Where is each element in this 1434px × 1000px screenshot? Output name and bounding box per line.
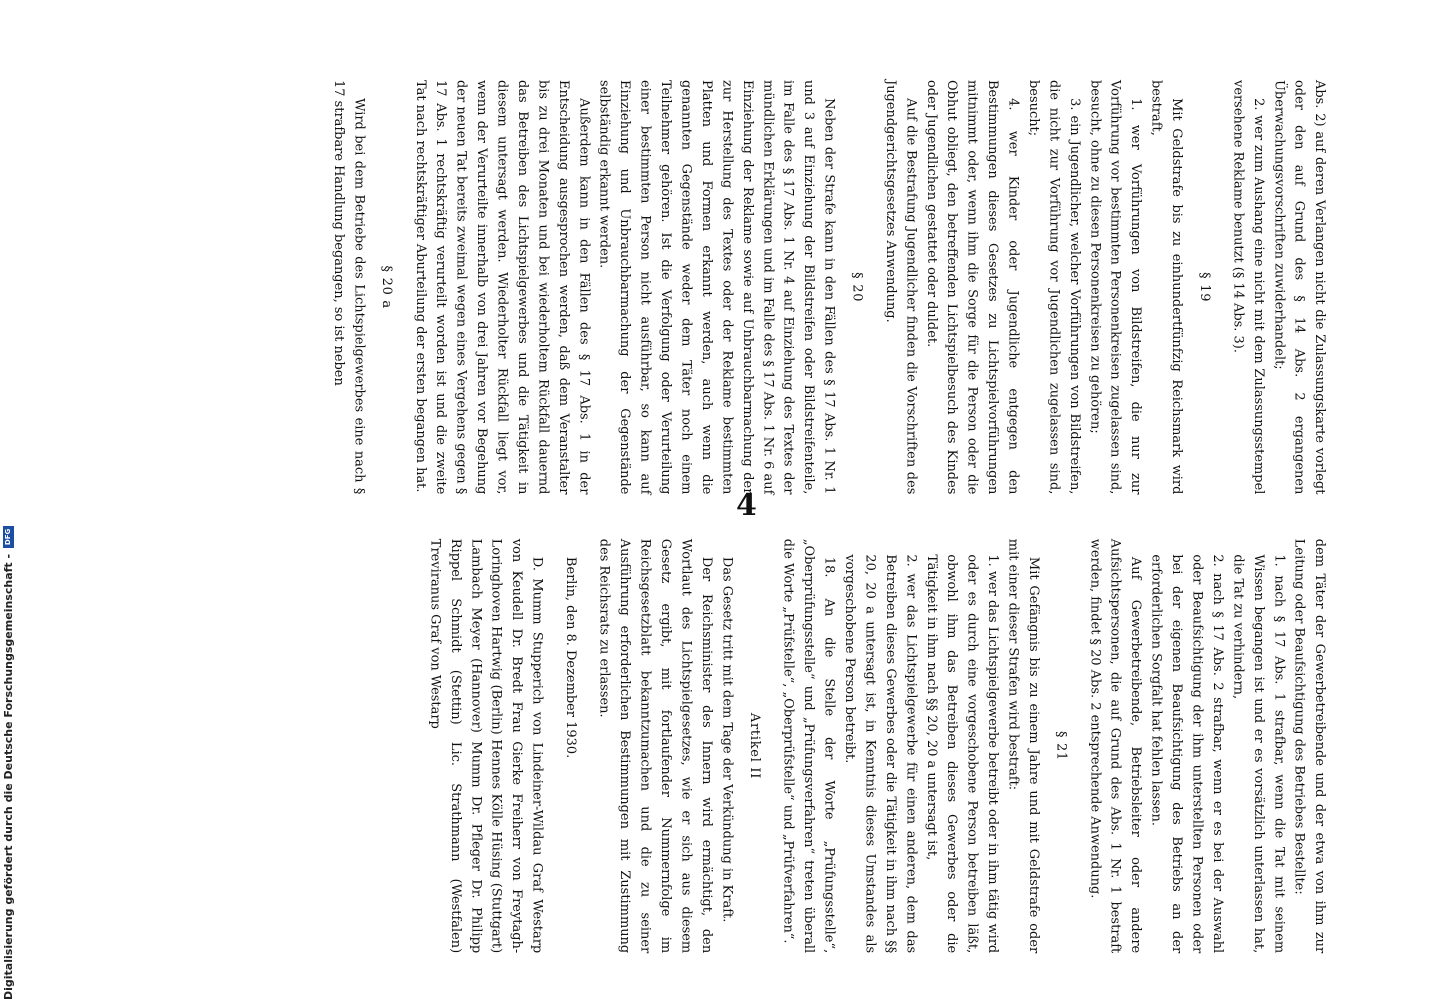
- date-line: Berlin, den 8. Dezember 1930.: [563, 556, 579, 759]
- paragraph: Mit Gefängnis bis zu einem Jahre und mit Geldstrafe oder mit einer dieser Strafen wird bestraft:: [1005, 538, 1041, 954]
- list-item: 2. nach § 17 Abs. 2 strafbar, wenn er es bei der Auswahl oder Beaufsichtigung der ihm unterstellten Personen oder bei der eigenen Beaufsichtigung des Betriebs an der erforderlichen Sorgfalt hat fehlen lassen.: [1148, 554, 1225, 954]
- paragraph: Wird bei dem Betriebe des Lichtspielgewerbes eine nach § 17 strafbare Handlung begangen, so ist neben: [331, 80, 367, 495]
- spacer: [547, 539, 560, 953]
- paragraph: 1. wer Vorführungen von Bildstreifen, die nur zur Vorführung vor bestimmten Personenkreisen zugelassen sind, besucht, ohne zu diesen Personenkreisen zu gehören;: [1087, 80, 1144, 495]
- footer-text: Digitalisierung gefördert durch die Deutsche Forschungsgemeinschaft -: [2, 553, 15, 1000]
- paragraph: 4. wer Kinder oder Jugendliche entgegen den Bestimmungen dieses Gesetzes zu Lichtspielvorführungen mitnimmt oder, wenn ihm die Sorge für die Person oder die Obhut obliegt, den betreffenden Lichtspielbesuch des Kindes oder Jugendlichen gestattet oder duldet.: [924, 80, 1021, 495]
- paragraph: 18. An die Stelle der Worte „Prüfungsstelle“, „Oberprüfungsstelle“ und „Prüfungsverfahren“ treten überall die Worte „Prüfstelle“, „Oberprüfstelle“ und „Prüfverfahren“.: [781, 538, 837, 954]
- dfg-logo-icon: DFG: [3, 526, 14, 548]
- paragraph: Das Gesetz tritt mit dem Tage der Verkündung in Kraft.: [719, 556, 735, 923]
- paragraph: Der Reichsminister des Innern wird ermächtigt, den Wortlaut des Lichtspielgesetzes, wie er sich aus diesem Gesetz ergibt, mit fortlaufender Nummernfolge im Reichsgesetzblatt bekanntzumachen und die zu seiner Ausführung erforderlichen Bestimmungen mit Zustimmung des Reichsrats zu erlassen.: [597, 538, 714, 954]
- article-heading: Artikel II: [747, 712, 763, 780]
- section-heading-21: § 21: [1054, 730, 1069, 762]
- paragraph: 2. wer zum Aushang eine nicht mit dem Zulassungsstempel versehene Reklame benutzt (§ 14 Abs. 3).: [1230, 80, 1266, 495]
- paragraph: dem Täter der Gewerbetreibende und der etwa von ihm zur Leitung oder Beaufsichtigung des Betriebes Bestellte:: [1292, 538, 1328, 954]
- rotated-page: [331, 80, 1330, 990]
- spacer: [581, 539, 594, 953]
- digitization-footer: [2, 526, 15, 1000]
- paragraph: Außerdem kann in den Fällen des § 17 Abs. 1 in der Entscheidung ausgesprochen werden, daß dem Veranstalter bis zu drei Monaten und bei wiederholtem Rückfall dauernd das Betreiben des Lichtspielgewerbes und die Tätigkeit in diesem untersagt werden. Wiederholter Rückfall liegt vor, wenn der Verurteilte innerhalb von drei Jahren vor Begehung der neuen Tat bereits zweimal wegen eines Vergehens gegen § 17 Abs. 1 rechtskräftig verurteilt worden ist und die zweite Tat nach rechtskräftiger Aburteilung der ersten begangen hat.: [413, 80, 592, 495]
- paragraph: Mit Geldstrafe bis zu einhundertfünfzig Reichsmark wird bestraft,: [1148, 80, 1184, 495]
- section-heading-19: § 19: [1197, 272, 1212, 303]
- list-item: 1. wer das Lichtspielgewerbe betreibt oder in ihm tätig wird oder es durch eine vorgeschobene Person betreiben läßt, obwohl ihm das Betreiben dieses Gewerbes oder die Tätigkeit in ihm nach §§ 20, 20 a untersagt ist,: [924, 554, 1001, 954]
- paragraph: Neben der Strafe kann in den Fällen des § 17 Abs. 1 Nr. 1 und 3 auf Einziehung der Bildstreifen oder Bildstreifenteile, im Falle des § 17 Abs. 1 Nr. 4 auf Einziehung des Textes der mündlichen Erklärungen und im Falle des § 17 Abs. 1 Nr. 6 auf Einziehung der Reklame sowie auf Unbrauchbarmachung der zur Herstellung des Textes oder der Reklame bestimmten Platten und Formen erkannt werden, auch wenn die genannten Gegenstände weder dem Täter noch einem Teilnehmer gehören. Ist die Verfolgung oder Verurteilung einer bestimmten Person nicht ausführbar, so kann auf Einziehung und Unbrauchbarmachung der Gegenstände selbständig erkannt werden.: [597, 80, 837, 495]
- list-item: 1. nach § 17 Abs. 1 strafbar, wenn die Tat mit seinem Wissen begangen ist und er es vorsätzlich unterlassen hat, die Tat zu verhindern,: [1230, 554, 1287, 954]
- right-column: [425, 539, 1330, 953]
- list-item: 2. wer das Lichtspielgewerbe für einen anderen, dem das Betreiben dieses Gewerbes oder die Tätigkeit in ihm nach §§ 20, 20 a untersagt ist, in Kenntnis dieses Umstandes als vorgeschobene Person betreibt.: [842, 554, 919, 954]
- page-number: 4: [736, 488, 757, 523]
- paragraph: Auf Gewerbetreibende, Betriebsleiter oder andere Aufsichtspersonen, die auf Grund des Abs. 1 Nr. 1 bestraft werden, findet § 20 Abs. 2 entsprechende Anwendung.: [1087, 538, 1144, 954]
- paragraph: Abs. 2) auf deren Verlangen nicht die Zulassungskarte vorlegt oder den auf Grund des § 14 Abs. 2 ergangenen Überwachungsvorschriften zuwiderhandelt;: [1271, 80, 1328, 495]
- left-column: [328, 80, 1330, 494]
- paragraph: 3. ein Jugendlicher, welcher Vorführungen von Bildstreifen, die nicht zur Vorführung vor Jugendlichen zugelassen sind, besucht;: [1026, 80, 1082, 495]
- signatories: D. Mumm Stupperich von Lindeiner-Wildau Graf Westarp von Keudell Dr. Bredt Frau Gierke Freiherr von Freytagh-Loringhoven Hartwig (Berlin) Hennes Kölle Hüsing (Stuttgart) Lambach Meyer (Hannover) Mumm Dr. Pfleger Dr. Philipp Rippel Schmidt (Stettin) Lic. Strathmann (Westfalen) Treviranus Graf von Westarp: [427, 538, 545, 954]
- section-heading-20: § 20: [849, 272, 865, 303]
- section-heading-20a: § 20 a: [379, 265, 395, 309]
- paragraph: Auf die Bestrafung Jugendlicher finden die Vorschriften des Jugendgerichtsgesetzes Anwendung.: [883, 80, 919, 495]
